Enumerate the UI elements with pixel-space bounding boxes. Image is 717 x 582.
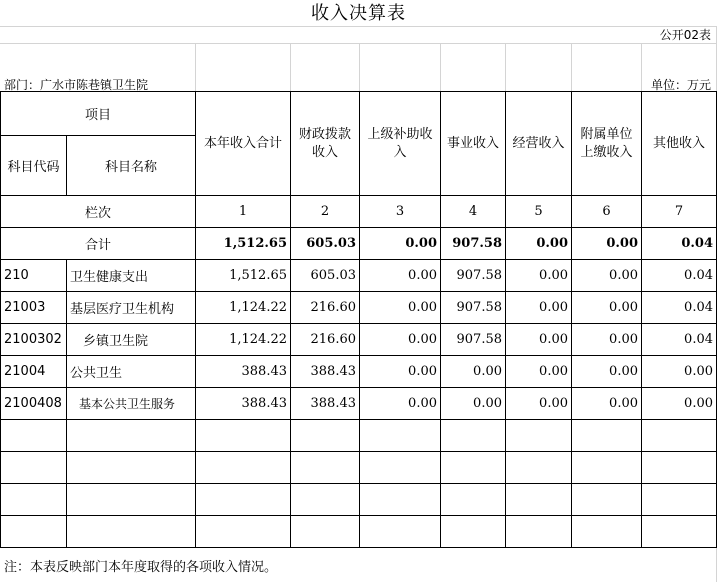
- header-superior-subsidy: 上级补助收入: [360, 92, 441, 196]
- value-cell: 907.58: [441, 292, 506, 324]
- table-row: [1, 324, 717, 356]
- value-cell: 0.04: [642, 324, 717, 356]
- value-cell: 1,512.65: [196, 260, 291, 292]
- empty-row: [1, 452, 717, 484]
- value-cell: 0.00: [572, 292, 642, 324]
- subject-name-cell: 公共卫生: [67, 356, 196, 388]
- value-cell: 0.00: [441, 388, 506, 420]
- total-cell: 0.00: [360, 228, 441, 260]
- empty-row: [1, 484, 717, 516]
- value-cell: 1,124.22: [196, 292, 291, 324]
- title-divider: [0, 26, 717, 27]
- total-cell: 907.58: [441, 228, 506, 260]
- value-cell: 907.58: [441, 324, 506, 356]
- subject-name-cell: 基本公共卫生服务: [67, 388, 196, 420]
- column-number: 6: [572, 196, 642, 228]
- total-cell: 605.03: [291, 228, 360, 260]
- subject-name-cell: 卫生健康支出: [67, 260, 196, 292]
- value-cell: 0.00: [360, 356, 441, 388]
- table-row: [1, 292, 717, 324]
- header-other: 其他收入: [642, 92, 717, 196]
- table-row: [1, 388, 717, 420]
- total-label: 合计: [1, 228, 196, 260]
- subject-code-cell: 2100408: [1, 388, 67, 420]
- total-cell: 0.04: [642, 228, 717, 260]
- value-cell: 0.04: [642, 292, 717, 324]
- value-cell: 0.00: [506, 356, 572, 388]
- value-cell: 0.00: [642, 388, 717, 420]
- total-cell: 0.00: [572, 228, 642, 260]
- department-label: 部门：广水市陈巷镇卫生院: [4, 78, 149, 92]
- header-operating: 经营收入: [506, 92, 572, 196]
- value-cell: 907.58: [441, 260, 506, 292]
- empty-row: [1, 516, 717, 548]
- value-cell: 605.03: [291, 260, 360, 292]
- subject-code-cell: 21004: [1, 356, 67, 388]
- subject-code-cell: 2100302: [1, 324, 67, 356]
- table-row: [1, 260, 717, 292]
- value-cell: 0.00: [360, 292, 441, 324]
- subject-name-cell: 乡镇卫生院: [67, 324, 196, 356]
- column-number: 4: [441, 196, 506, 228]
- header-total: 本年收入合计: [196, 92, 291, 196]
- income-table: [0, 91, 717, 548]
- value-cell: 0.04: [642, 260, 717, 292]
- value-cell: 1,124.22: [196, 324, 291, 356]
- column-number: 7: [642, 196, 717, 228]
- subject-code-cell: 210: [1, 260, 67, 292]
- total-cell: 1,512.65: [196, 228, 291, 260]
- value-cell: 0.00: [506, 324, 572, 356]
- header-business: 事业收入: [441, 92, 506, 196]
- column-number: 1: [196, 196, 291, 228]
- total-row: [1, 228, 717, 260]
- form-number: 公开02表: [659, 28, 711, 42]
- empty-row: [1, 420, 717, 452]
- header-fiscal: 财政拨款收入: [291, 92, 360, 196]
- column-number-row: [1, 196, 717, 228]
- value-cell: 0.00: [506, 292, 572, 324]
- value-cell: 388.43: [196, 388, 291, 420]
- value-cell: 0.00: [572, 260, 642, 292]
- footnote: 注：本表反映部门本年度取得的各项收入情况。: [4, 560, 278, 575]
- value-cell: 0.00: [572, 388, 642, 420]
- header-item: 项目: [1, 92, 196, 136]
- value-cell: 216.60: [291, 324, 360, 356]
- value-cell: 0.00: [572, 324, 642, 356]
- header-affiliated: 附属单位上缴收入: [572, 92, 642, 196]
- subject-code-cell: 21003: [1, 292, 67, 324]
- value-cell: 0.00: [572, 356, 642, 388]
- header-subject-code: 科目代码: [1, 136, 67, 196]
- value-cell: 0.00: [642, 356, 717, 388]
- column-number-label: 栏次: [1, 196, 196, 228]
- value-cell: 0.00: [360, 388, 441, 420]
- column-number: 2: [291, 196, 360, 228]
- value-cell: 216.60: [291, 292, 360, 324]
- value-cell: 0.00: [506, 260, 572, 292]
- value-cell: 0.00: [360, 260, 441, 292]
- subject-name-cell: 基层医疗卫生机构: [67, 292, 196, 324]
- value-cell: 388.43: [291, 388, 360, 420]
- header-subject-name: 科目名称: [67, 136, 196, 196]
- table-row: [1, 356, 717, 388]
- column-number: 3: [360, 196, 441, 228]
- column-number: 5: [506, 196, 572, 228]
- value-cell: 388.43: [291, 356, 360, 388]
- page-title: 收入决算表: [311, 3, 406, 24]
- total-cell: 0.00: [506, 228, 572, 260]
- unit-label: 单位：万元: [650, 78, 711, 92]
- value-cell: 0.00: [360, 324, 441, 356]
- value-cell: 0.00: [506, 388, 572, 420]
- value-cell: 0.00: [441, 356, 506, 388]
- value-cell: 388.43: [196, 356, 291, 388]
